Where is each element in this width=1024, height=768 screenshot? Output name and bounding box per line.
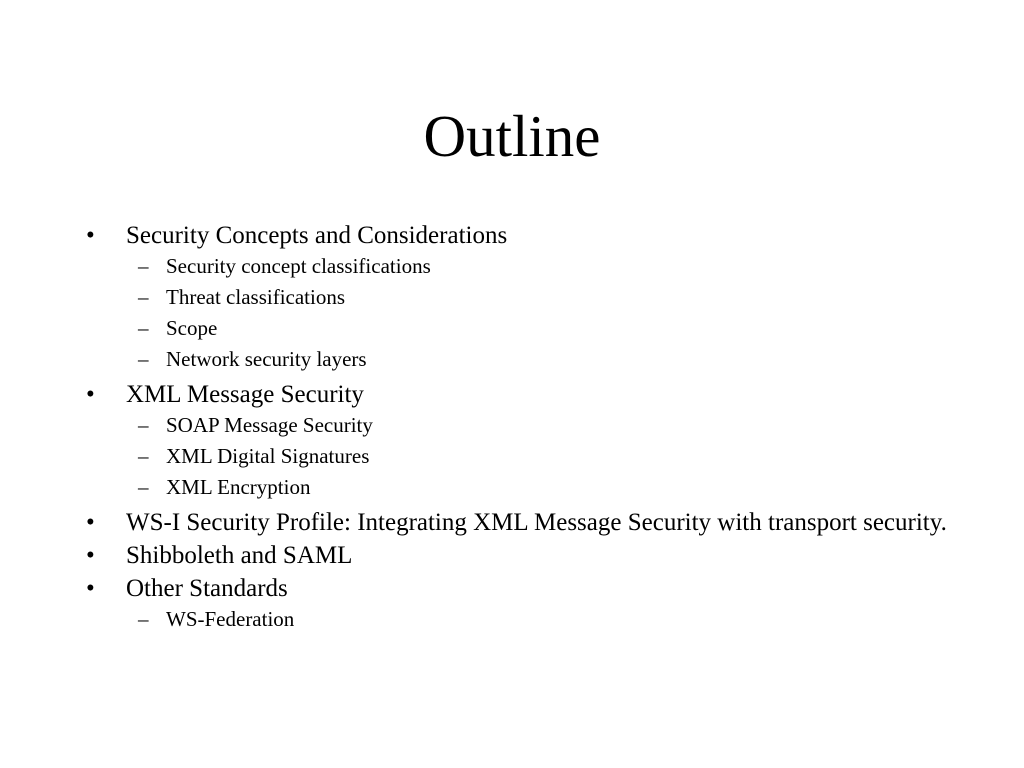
sub-item-text: XML Digital Signatures (166, 444, 370, 468)
sub-item-text: Threat classifications (166, 285, 346, 309)
bullet-icon: • (86, 222, 95, 249)
outline-item (86, 575, 966, 635)
outline-item-text: WS-I Security Profile: Integrating XML Message Security with transport security. (126, 509, 947, 536)
dash-icon: – (138, 413, 149, 437)
sub-item (122, 441, 966, 472)
sub-list (126, 410, 966, 503)
sub-list (126, 251, 966, 375)
sub-list (126, 604, 966, 635)
outline-item (86, 381, 966, 503)
sub-item (122, 251, 966, 282)
outline-item (86, 222, 966, 375)
outline-list (86, 222, 966, 635)
bullet-icon: • (86, 381, 95, 408)
slide-title: Outline (423, 103, 601, 169)
outline-item-text: XML Message Security (126, 381, 364, 408)
outline-item (86, 509, 966, 536)
dash-icon: – (138, 347, 149, 371)
sub-item-text: Network security layers (166, 347, 367, 371)
bullet-icon: • (86, 542, 95, 569)
sub-item (122, 410, 966, 441)
dash-icon: – (138, 444, 149, 468)
sub-item (122, 344, 966, 375)
dash-icon: – (138, 254, 149, 278)
outline-item-text: Other Standards (126, 575, 288, 602)
sub-item-text: SOAP Message Security (166, 413, 373, 437)
dash-icon: – (138, 475, 149, 499)
outline-item-text: Security Concepts and Considerations (126, 222, 508, 249)
sub-item (122, 472, 966, 503)
sub-item-text: Security concept classifications (166, 254, 431, 278)
dash-icon: – (138, 285, 149, 309)
dash-icon: – (138, 607, 149, 631)
sub-item-text: XML Encryption (166, 475, 311, 499)
sub-item (122, 282, 966, 313)
sub-item (122, 604, 966, 635)
sub-item-text: Scope (166, 316, 218, 340)
outline-item (86, 542, 966, 569)
sub-item-text: WS-Federation (166, 607, 295, 631)
dash-icon: – (138, 316, 149, 340)
bullet-icon: • (86, 575, 95, 602)
sub-item (122, 313, 966, 344)
bullet-icon: • (86, 509, 95, 536)
outline-item-text: Shibboleth and SAML (126, 542, 353, 569)
